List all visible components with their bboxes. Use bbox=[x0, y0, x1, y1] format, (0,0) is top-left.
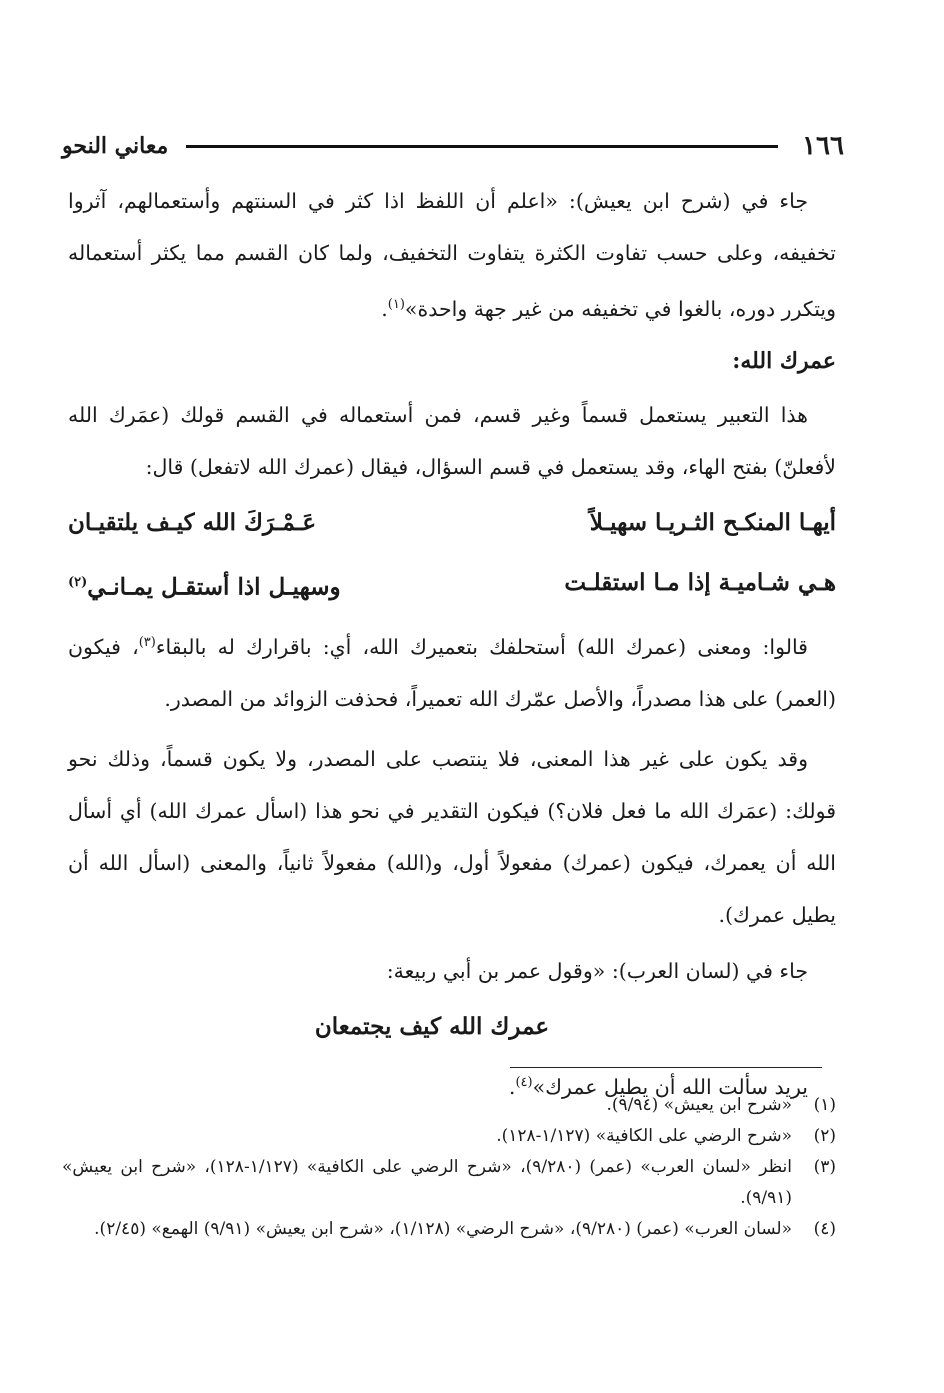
footnote-ref-1: (١) bbox=[387, 297, 405, 312]
verse-2-second-hemistich: وسهيـل اذا أستقـل يمـانـي$^{(٢)}$ bbox=[68, 573, 341, 601]
quoted-verse: عمرك الله كيف يجتمعان bbox=[314, 1013, 550, 1041]
paragraph-2: هذا التعبير يستعمل قسماً وغير قسم، فمن أستعماله في القسم قولك (عمَرك الله لأفعلنّ) بفتح الهاء، وقد يستعمل في قسم السؤال، فيقال (عمرك الله لاتفعل) قال: bbox=[68, 402, 836, 479]
header-rule bbox=[186, 145, 778, 148]
footnote-ref-3: (٣) bbox=[138, 635, 156, 651]
paragraph-6: يريد سألت الله أن يطيل عمرك»$^{(٤)}$. bbox=[508, 1075, 808, 1100]
page-number: ١٦٦ bbox=[802, 131, 844, 161]
verse-line-2 bbox=[68, 553, 836, 618]
verse-1-first-hemistich: أيهـا المنكـح الثـريـا سهيـلاً bbox=[589, 508, 836, 536]
main-text bbox=[68, 175, 836, 1113]
paragraph-3: قالوا: ومعنى (عمرك الله) أستحلفك بتعميرك الله، أي: باقرارك له بالبقاء$^{(٣)}$، فيكون (العمر) على هذا مصدراً، والأصل عمّرك الله تعميراً، فحذفت الزوائد من المصدر. bbox=[68, 635, 836, 712]
footnote-item: (١) «شرح ابن يعيش» (٩/٩٤). bbox=[606, 1095, 836, 1115]
paragraph-5: جاء في (لسان العرب): «وقول عمر بن أبي ربيعة: bbox=[386, 959, 808, 984]
footnote-item: (٣) انظر «لسان العرب» (عمر) (٩/٢٨٠)، «شرح الرضي على الكافية» (١/١٢٧-١٢٨)، «شرح ابن يعيش» (٩/٩١). bbox=[62, 1157, 836, 1208]
footnote-separator bbox=[510, 1067, 822, 1068]
page-header bbox=[62, 126, 844, 166]
paragraph-1: جاء في (شرح ابن يعيش): «اعلم أن اللفظ اذا كثر في السنتهم وأستعمالهم، آثروا تخفيفه، وعلى حسب تفاوت الكثرة يتفاوت التخفيف، ولما كان القسم مما يكثر أستعماله ويتكرر دوره، بالغوا في تخفيفه من غير جهة واحدة»$^{(١)}$. bbox=[68, 189, 836, 321]
verse-2-first-hemistich: هـي شـاميـة إذا مـا استقلـت bbox=[564, 568, 836, 596]
verse-line-1 bbox=[68, 493, 836, 553]
footnote-item: (٢) «شرح الرضي على الكافية» (١/١٢٧-١٢٨). bbox=[496, 1126, 836, 1146]
footnote-item: (٤) «لسان العرب» (عمر) (٩/٢٨٠)، «شرح الرضي» (١/١٢٨)، «شرح ابن يعيش» (٩/٩١) الهمع» (٢/٤٥). bbox=[94, 1219, 836, 1239]
footnote-ref-2: (٢) bbox=[68, 574, 88, 590]
footnote-ref-4: (٤) bbox=[515, 1075, 533, 1091]
running-title: معاني النحو bbox=[62, 133, 169, 159]
section-heading: عمرك الله: bbox=[732, 347, 836, 374]
verse-1-second-hemistich: عَـمْـرَكَ الله كيـف يلتقيـان bbox=[68, 508, 317, 536]
paragraph-4: وقد يكون على غير هذا المعنى، فلا ينتصب على المصدر، ولا يكون قسماً، وذلك نحو قولك: (عمَرك الله ما فعل فلان؟) فيكون التقدير في نحو هذا (اسأل عمرك الله) أي أسأل الله أن يعمرك، فيكون (عمرك) مفعولاً أول، و(الله) مفعولاً ثانياً، والمعنى (اسأل الله أن يطيل عمرك). bbox=[68, 747, 836, 928]
footnotes bbox=[62, 1090, 836, 1245]
